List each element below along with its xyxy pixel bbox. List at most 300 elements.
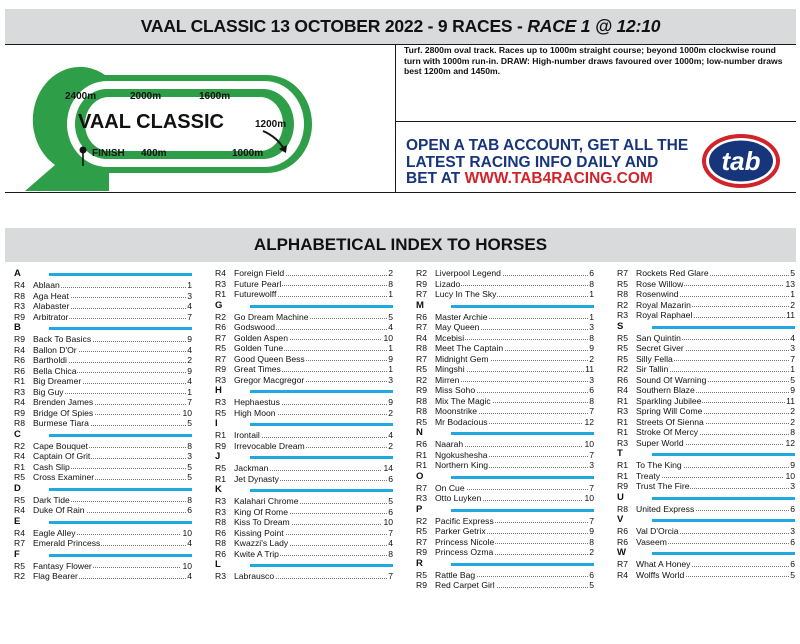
horse-race-number: R6 (617, 526, 628, 536)
horse-card-number: 7 (589, 482, 594, 493)
horse-card-number: 7 (790, 353, 795, 364)
horse-race-number: R7 (215, 353, 226, 364)
horse-race-number: R4 (416, 332, 427, 343)
horse-card-number: 3 (388, 374, 393, 385)
index-letter: C (14, 428, 21, 440)
tab-promo (406, 138, 688, 188)
horse-entry (617, 438, 795, 449)
horse-entry (215, 375, 393, 386)
horse-entry (215, 538, 393, 549)
track-name: VAAL CLASSIC (78, 111, 224, 133)
index-letter: O (416, 470, 424, 482)
horse-name: Princess Nicole (435, 536, 495, 547)
index-column (416, 268, 594, 591)
horse-name: Lucy In The Sky (435, 289, 497, 299)
promo-bet-at: BET AT (406, 170, 465, 188)
horse-entry (215, 364, 393, 375)
index-letter-heading (215, 451, 393, 463)
horse-card-number: 5 (187, 418, 192, 428)
index-letter-heading (416, 300, 594, 312)
horse-card-number: 1 (187, 386, 192, 397)
index-letter: B (14, 322, 21, 333)
horse-entry (617, 537, 795, 548)
horse-race-number: R8 (215, 538, 226, 548)
distance-marker: 2000m (130, 91, 162, 102)
horse-race-number: R6 (416, 439, 427, 449)
horse-entry (215, 408, 393, 419)
horse-card-number: 2 (790, 416, 795, 427)
horse-entry (416, 343, 594, 354)
horse-name: Kissing Point (234, 527, 284, 538)
horse-name: To The King (636, 460, 682, 470)
horse-name: Spring Will Come (636, 406, 703, 416)
index-letter-bar (652, 519, 795, 522)
horse-entry (14, 387, 192, 398)
horse-entry (14, 291, 192, 302)
horse-name: Mingshi (435, 364, 465, 374)
horse-entry (617, 570, 795, 581)
horse-entry (416, 580, 594, 591)
horse-race-number: R5 (215, 407, 226, 418)
track-map (5, 45, 394, 192)
horse-name: Irrevocable Dream (234, 440, 305, 451)
track-description: Turf. 2800m oval track. Races up to 1000m straight course; beyond 1000m clockwise round turn with 1000m run-in. DRAW: High-number draws favoured over 1000m; low-number draws best 1200m and 1450m. (404, 45, 783, 77)
horse-name: Treaty (636, 470, 661, 481)
horse-race-number: R7 (617, 559, 628, 569)
horse-card-number: 1 (589, 311, 594, 322)
index-letter-bar (250, 489, 393, 492)
horse-card-number: 8 (589, 536, 594, 547)
horse-race-number: R6 (14, 355, 25, 365)
horse-entry (416, 354, 594, 365)
horse-name: Alabaster (33, 301, 70, 311)
horse-entry (416, 268, 594, 279)
horse-race-number: R2 (14, 440, 25, 451)
index-letter-heading (416, 427, 594, 439)
horse-entry (617, 559, 795, 570)
horse-race-number: R3 (14, 301, 25, 311)
horse-name: Aga Heat (33, 290, 69, 301)
index-letter: T (617, 448, 623, 459)
horse-card-number: 6 (187, 505, 192, 515)
index-letter-heading (617, 492, 795, 504)
horse-name: Gregor Macgregor (234, 374, 305, 385)
index-letter-bar (49, 521, 192, 524)
distance-marker: 400m (141, 148, 167, 159)
horse-race-number: R6 (215, 322, 226, 332)
horse-race-number: R5 (14, 560, 25, 571)
horse-entry (617, 289, 795, 300)
horse-race-number: R5 (14, 494, 25, 505)
horse-card-number: 9 (790, 385, 795, 395)
index-column (215, 268, 393, 582)
index-letter: E (14, 515, 21, 527)
horse-card-number: 6 (388, 473, 393, 484)
horse-name: Master Archie (435, 311, 488, 322)
horse-card-number: 1 (187, 280, 192, 290)
horse-card-number: 13 (785, 278, 795, 289)
horse-name: Rockets Red Glare (636, 268, 709, 278)
horse-card-number: 7 (589, 449, 594, 460)
horse-card-number: 7 (589, 515, 594, 526)
header-title-race: RACE 1 @ 12:10 (527, 16, 661, 36)
horse-entry (416, 333, 594, 344)
index-letter-bar (652, 552, 795, 555)
horse-name: What A Honey (636, 559, 691, 569)
horse-race-number: R3 (617, 437, 628, 448)
horse-race-number: R8 (215, 517, 226, 527)
horse-entry (14, 441, 192, 452)
horse-entry (215, 463, 393, 474)
horse-entry (14, 301, 192, 312)
horse-name: Emerald Princess (33, 538, 101, 548)
horse-entry (617, 268, 795, 279)
horse-race-number: R4 (14, 344, 25, 355)
horse-card-number: 1 (388, 343, 393, 353)
tab-logo-text: tab (721, 146, 761, 176)
horse-entry (14, 571, 192, 582)
horse-name: Big Dreamer (33, 376, 82, 386)
horse-race-number: R8 (14, 290, 25, 301)
horse-card-number: 4 (187, 538, 192, 548)
horse-card-number: 10 (584, 439, 594, 449)
horse-card-number: 7 (388, 527, 393, 538)
horse-name: Kalahari Chrome (234, 496, 299, 506)
horse-race-number: R2 (416, 515, 427, 526)
horse-name: May Queen (435, 322, 480, 332)
index-letter: U (617, 491, 624, 503)
horse-card-number: 4 (388, 430, 393, 440)
horse-race-number: R1 (617, 460, 628, 470)
horse-race-number: R6 (215, 527, 226, 538)
divider-bottom (5, 192, 796, 193)
horse-name: Captain Of Grit (33, 451, 91, 461)
index-letter: J (215, 451, 221, 462)
index-letter-heading (416, 504, 594, 516)
horse-card-number: 5 (790, 569, 795, 580)
horse-race-number: R7 (416, 482, 427, 493)
horse-card-number: 9 (187, 365, 192, 376)
horse-race-number: R4 (617, 385, 628, 395)
index-letter-heading (416, 471, 594, 483)
horse-card-number: 6 (589, 569, 594, 580)
horse-card-number: 3 (790, 343, 795, 353)
horse-race-number: R4 (617, 569, 628, 580)
horse-race-number: R8 (416, 343, 427, 353)
index-letter: P (416, 503, 423, 515)
horse-race-number: R8 (617, 503, 628, 514)
horse-name: Super World (636, 437, 684, 448)
horse-name: Ngokushesha (435, 449, 488, 460)
horse-card-number: 3 (790, 526, 795, 536)
horse-race-number: R5 (14, 472, 25, 482)
horse-name: Eagle Alley (33, 527, 76, 538)
horse-name: Meet The Captain (435, 343, 504, 353)
horse-card-number: 10 (383, 332, 393, 343)
index-letter: M (416, 299, 424, 311)
horse-card-number: 4 (388, 322, 393, 332)
horse-card-number: 6 (589, 268, 594, 278)
horse-race-number: R4 (14, 280, 25, 290)
horse-race-number: R1 (617, 470, 628, 481)
horse-card-number: 3 (187, 451, 192, 461)
horse-card-number: 2 (790, 299, 795, 310)
horse-entry (416, 375, 594, 386)
horse-entry (14, 462, 192, 473)
horse-card-number: 2 (790, 406, 795, 416)
horse-name: Sound Of Warning (636, 374, 707, 385)
index-letter-bar (652, 497, 795, 500)
horse-name: Liverpool Legend (435, 268, 501, 278)
index-letter-bar (451, 305, 594, 308)
horse-race-number: R3 (617, 406, 628, 416)
race-day-header (5, 9, 796, 44)
horse-race-number: R2 (617, 299, 628, 310)
horse-entry (617, 375, 795, 386)
horse-entry (416, 364, 594, 375)
index-letter: F (14, 548, 20, 560)
horse-entry (14, 355, 192, 366)
horse-race-number: R3 (215, 397, 226, 407)
index-letter-heading (215, 300, 393, 312)
horse-card-number: 3 (790, 481, 795, 491)
horse-name: Otto Luyken (435, 493, 482, 503)
index-letter-bar (652, 453, 795, 456)
horse-entry (416, 385, 594, 396)
finish-post-dot (80, 147, 87, 154)
horse-name: Southern Blaze (636, 385, 695, 395)
horse-name: Rose Willow (636, 278, 684, 289)
promo-divider (396, 121, 796, 122)
index-letter-heading (14, 483, 192, 495)
horse-race-number: R2 (215, 311, 226, 322)
horse-entry (617, 460, 795, 471)
horse-entry (416, 289, 594, 300)
promo-line-2: LATEST RACING INFO DAILY AND (406, 153, 659, 171)
horse-card-number: 5 (790, 268, 795, 278)
horse-race-number: R5 (416, 526, 427, 536)
index-letter-heading (617, 514, 795, 526)
horse-entry (14, 366, 192, 377)
horse-name: Back To Basics (33, 334, 92, 344)
horse-entry (617, 526, 795, 537)
horse-entry (215, 289, 393, 300)
horse-name: Big Guy (33, 386, 64, 397)
horse-card-number: 11 (786, 395, 795, 406)
horse-card-number: 8 (589, 278, 594, 289)
horse-card-number: 9 (388, 397, 393, 407)
horse-name: Secret Giver (636, 343, 684, 353)
horse-card-number: 2 (388, 407, 393, 418)
horse-entry (416, 450, 594, 461)
horse-entry (14, 505, 192, 516)
horse-card-number: 8 (790, 427, 795, 437)
horse-entry (617, 354, 795, 365)
horse-entry (215, 571, 393, 582)
distance-marker: 2400m (65, 91, 97, 102)
horse-entry (617, 300, 795, 311)
horse-race-number: R5 (617, 278, 628, 289)
horse-entry (617, 481, 795, 492)
index-letter-bar (49, 554, 192, 557)
horse-card-number: 5 (388, 496, 393, 506)
horse-card-number: 2 (589, 353, 594, 364)
horse-race-number: R1 (14, 461, 25, 472)
horse-name: Irontail (234, 430, 260, 440)
promo-url[interactable]: WWW.TAB4RACING.COM (464, 170, 653, 188)
horse-card-number: 11 (786, 310, 795, 320)
horse-name: Mcebisi (435, 332, 465, 343)
index-letter-bar (49, 273, 192, 276)
index-letter-heading (215, 385, 393, 397)
horse-entry (617, 427, 795, 438)
horse-entry (14, 408, 192, 419)
horse-race-number: R2 (14, 571, 25, 581)
horse-race-number: R5 (617, 353, 628, 364)
index-letter-heading (14, 516, 192, 528)
horse-race-number: R7 (215, 332, 226, 343)
horse-race-number: R5 (617, 332, 628, 343)
horse-entry (416, 483, 594, 494)
horse-name: Great Times (234, 364, 281, 374)
horse-name: High Moon (234, 407, 276, 418)
horse-race-number: R3 (617, 310, 628, 320)
horse-name: Futurewolff (234, 289, 277, 299)
horse-name: Silly Fella (636, 353, 673, 364)
horse-name: Labrausco (234, 571, 275, 581)
horse-name: Northern King (435, 460, 489, 470)
horse-race-number: R8 (14, 418, 25, 428)
horse-entry (14, 376, 192, 387)
horse-card-number: 8 (388, 548, 393, 559)
horse-race-number: R5 (416, 416, 427, 427)
horse-entry (617, 333, 795, 344)
index-title: ALPHABETICAL INDEX TO HORSES (5, 228, 796, 262)
horse-entry (215, 343, 393, 354)
horse-name: Royal Mazarin (636, 299, 691, 310)
horse-entry (14, 345, 192, 356)
horse-race-number: R9 (215, 364, 226, 374)
horse-race-number: R7 (416, 536, 427, 547)
horse-race-number: R3 (215, 506, 226, 517)
index-letter: D (14, 482, 21, 494)
promo-line-3 (406, 171, 688, 188)
horse-name: Ablaan (33, 280, 60, 290)
horse-race-number: R9 (416, 278, 427, 289)
horse-card-number: 8 (187, 440, 192, 451)
horse-card-number: 14 (383, 463, 393, 473)
horse-race-number: R6 (416, 311, 427, 322)
horse-name: Dark Tide (33, 494, 70, 505)
horse-name: Trust The Fire (636, 481, 690, 491)
horse-name: Burmese Tiara (33, 418, 89, 428)
horse-card-number: 10 (383, 517, 393, 527)
horse-name: Arbitrator (33, 311, 69, 322)
horse-card-number: 1 (589, 289, 594, 299)
horse-race-number: R5 (215, 343, 226, 353)
horse-entry (416, 547, 594, 558)
horse-entry (617, 343, 795, 354)
horse-card-number: 10 (182, 407, 192, 418)
horse-entry (215, 322, 393, 333)
horse-race-number: R9 (416, 385, 427, 395)
index-letter-bar (451, 476, 594, 479)
index-letter-heading (617, 321, 795, 333)
horse-race-number: R7 (416, 353, 427, 364)
horse-card-number: 9 (790, 460, 795, 470)
horse-race-number: R8 (416, 406, 427, 416)
index-letter-bar (451, 563, 594, 566)
horse-entry (215, 333, 393, 344)
horse-card-number: 6 (790, 559, 795, 569)
horse-entry (14, 312, 192, 323)
horse-card-number: 4 (388, 538, 393, 548)
horse-card-number: 4 (187, 301, 192, 311)
horse-card-number: 4 (187, 344, 192, 355)
index-letter-bar (652, 326, 795, 329)
horse-entry (215, 507, 393, 518)
header-title-main: VAAL CLASSIC 13 OCTOBER 2022 - 9 RACES - (140, 16, 528, 36)
horse-entry (617, 471, 795, 482)
horse-race-number: R9 (215, 440, 226, 451)
horse-entry (416, 312, 594, 323)
horse-race-number: R5 (215, 463, 226, 473)
horse-name: Cape Bouquet (33, 440, 88, 451)
horse-race-number: R6 (215, 548, 226, 559)
horse-name: Parker Getrix (435, 526, 486, 536)
horse-name: Brenden James (33, 397, 94, 407)
horse-entry (14, 397, 192, 408)
horse-entry (14, 538, 192, 549)
horse-race-number: R1 (416, 460, 427, 470)
index-letter-bar (451, 509, 594, 512)
horse-race-number: R4 (215, 268, 226, 278)
index-letter-bar (250, 305, 393, 308)
horse-card-number: 10 (785, 470, 795, 481)
horse-name: Midnight Gem (435, 353, 489, 364)
index-letter-heading (14, 268, 192, 280)
horse-name: Ballon D'Or (33, 344, 77, 355)
horse-card-number: 10 (584, 493, 594, 503)
horse-card-number: 2 (388, 268, 393, 278)
horse-name: Kiss To Dream (234, 517, 290, 527)
horse-card-number: 9 (589, 526, 594, 536)
horse-name: Good Queen Bess (234, 353, 305, 364)
index-letter-heading (14, 322, 192, 334)
index-letter-heading (617, 448, 795, 460)
horse-name: Bella Chica (33, 365, 77, 376)
horse-entry (416, 279, 594, 290)
horse-entry (617, 364, 795, 375)
index-letter-heading (215, 484, 393, 496)
horse-race-number: R2 (617, 364, 628, 374)
horse-race-number: R4 (14, 505, 25, 515)
horse-entry (617, 504, 795, 515)
horse-entry (215, 496, 393, 507)
horse-entry (215, 549, 393, 560)
horse-name: Jet Dynasty (234, 473, 279, 484)
horse-name: Royal Raphael (636, 310, 693, 320)
horse-entry (416, 537, 594, 548)
horse-name: Miss Soho (435, 385, 476, 395)
horse-card-number: 9 (187, 334, 192, 344)
horse-name: Lizado (435, 278, 461, 289)
horse-race-number: R1 (215, 473, 226, 484)
index-letter: K (215, 484, 222, 495)
horse-race-number: R7 (416, 289, 427, 299)
horse-card-number: 5 (589, 580, 594, 590)
horse-entry (617, 396, 795, 407)
